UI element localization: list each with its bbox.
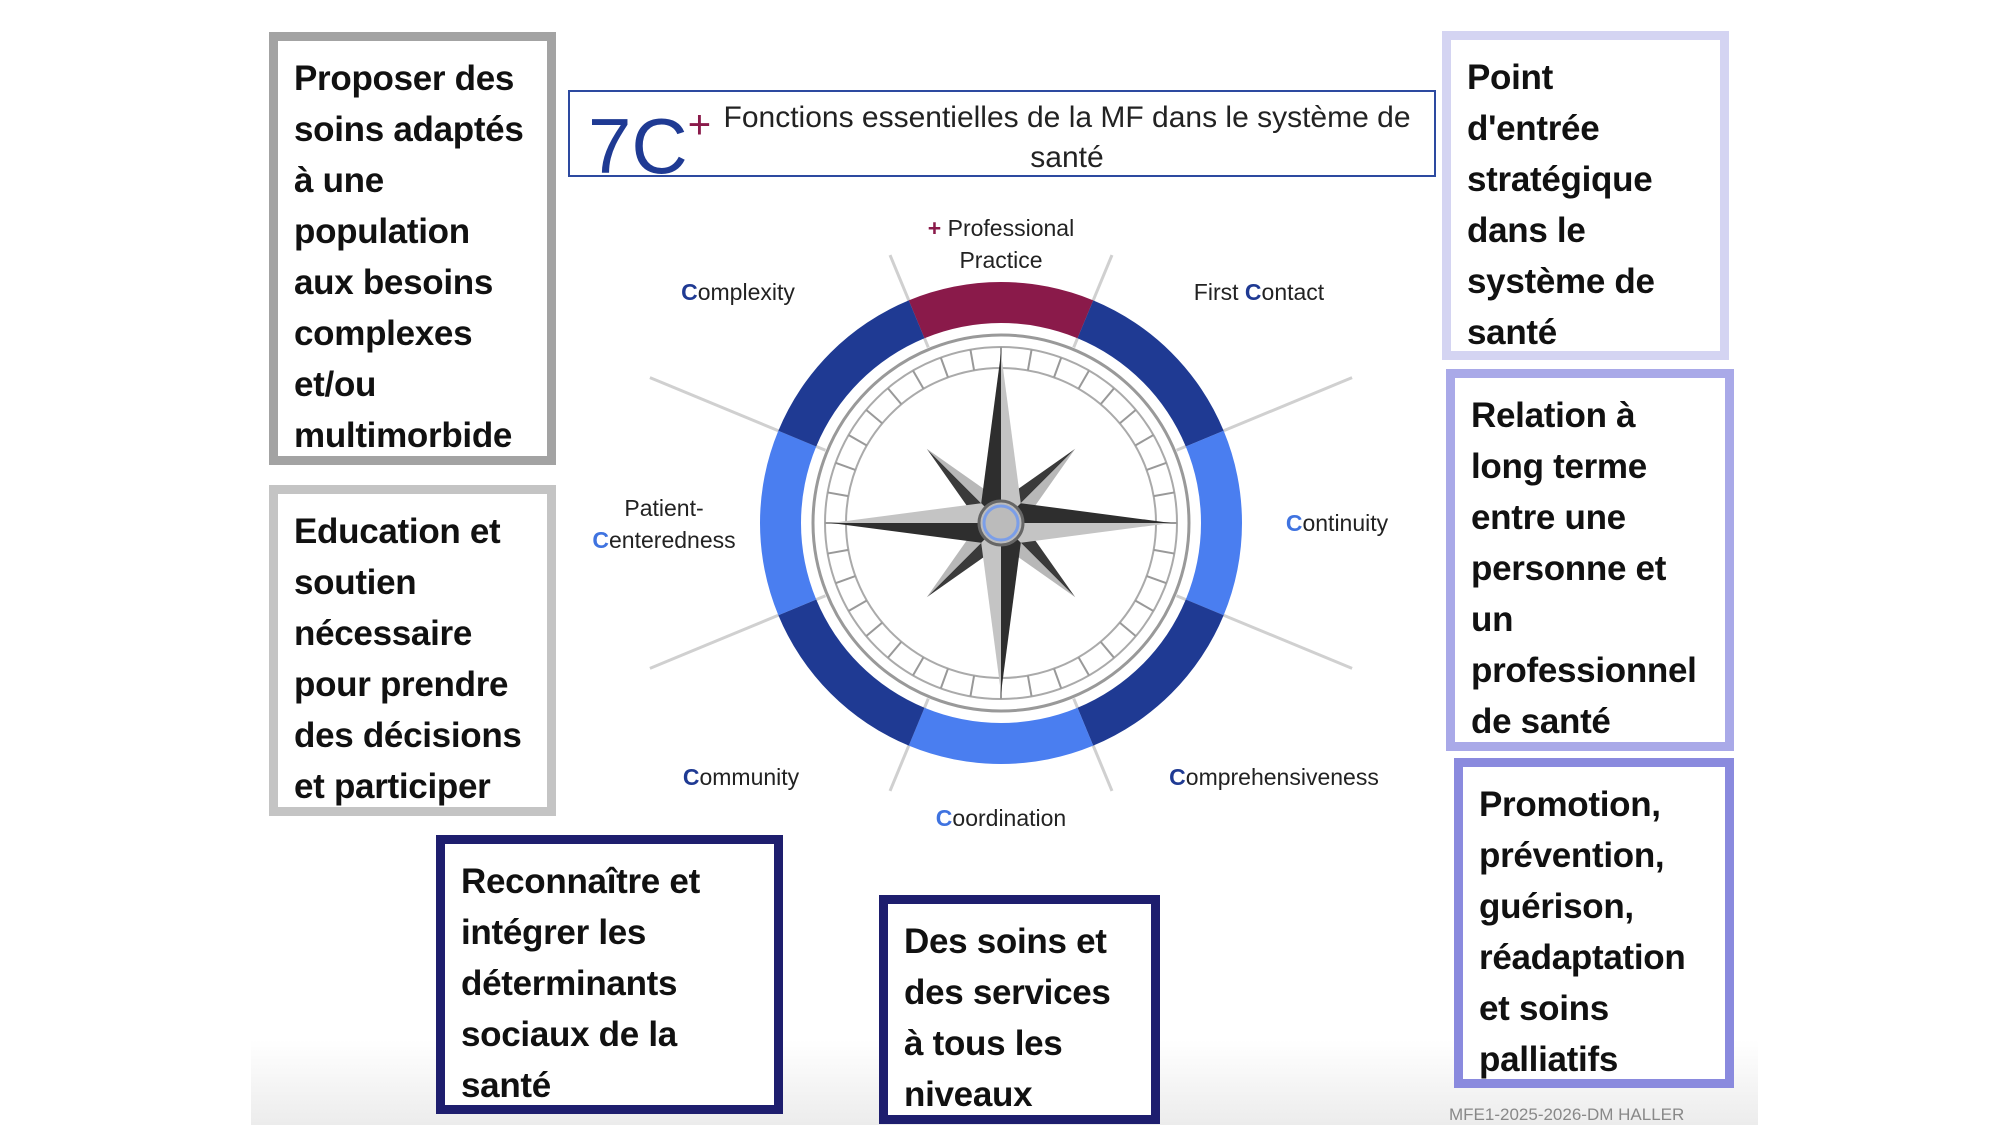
box-continuity <box>1446 369 1734 751</box>
label-complexity: Complexity <box>681 279 795 305</box>
box-line: aux besoins <box>294 263 493 302</box>
box-line: intégrer les <box>461 913 647 952</box>
box-line: multimorbide <box>294 416 513 455</box>
ring-segment-coordination <box>909 708 1093 764</box>
footer-credit: MFE1-2025-2026-DM HALLER <box>1449 1105 1685 1124</box>
label-professional-practice: + Professional Practice <box>927 215 1075 273</box>
box-comprehensiveness <box>1454 758 1734 1088</box>
title-banner <box>568 90 1436 190</box>
label-first-contact: First Contact <box>1193 279 1325 305</box>
box-line: à tous les <box>904 1024 1063 1063</box>
box-line: déterminants <box>461 964 678 1003</box>
box-line: de santé <box>1471 702 1611 741</box>
box-line: Des soins et <box>904 922 1107 961</box>
box-line: système de <box>1467 262 1655 301</box>
box-line: personne et <box>1471 549 1667 588</box>
title-text: Fonctions essentielles de la MF dans le système de santé <box>723 101 1411 174</box>
box-patient-centeredness <box>269 485 556 816</box>
box-line: santé <box>461 1066 551 1105</box>
box-line: un <box>1471 600 1514 639</box>
7c-logo: 7C+ <box>588 102 712 190</box>
box-first-contact <box>1442 31 1729 360</box>
box-line: sociaux de la <box>461 1015 677 1054</box>
box-line: et participer <box>294 767 491 806</box>
box-line: pour prendre <box>294 665 509 704</box>
ring-segment-patient-centeredness <box>760 431 816 615</box>
box-line: réadaptation <box>1479 938 1686 977</box>
label-continuity: Continuity <box>1285 510 1389 536</box>
box-line: nécessaire <box>294 614 472 653</box>
box-line: Promotion, <box>1479 785 1661 824</box>
box-line: prévention, <box>1479 836 1665 875</box>
box-line: population <box>294 212 470 251</box>
compass-hub <box>979 501 1023 545</box>
box-line: long terme <box>1471 447 1647 486</box>
box-line: Proposer des <box>294 59 515 98</box>
label-patient-centeredness: Patient- Centeredness <box>592 495 736 553</box>
box-line: et soins <box>1479 989 1609 1028</box>
box-line: stratégique <box>1467 160 1653 199</box>
box-line: complexes <box>294 314 473 353</box>
box-line: Relation à <box>1471 396 1636 435</box>
box-line: Education et <box>294 512 501 551</box>
box-line: professionnel <box>1471 651 1697 690</box>
box-line: soutien <box>294 563 417 602</box>
ring-segment-professional-practice <box>909 282 1093 338</box>
ring-segment-continuity <box>1186 431 1242 615</box>
box-line: niveaux <box>904 1075 1033 1114</box>
box-line: palliatifs <box>1479 1040 1618 1079</box>
box-line: à une <box>294 161 384 200</box>
box-line: guérison, <box>1479 887 1634 926</box>
box-line: d'entrée <box>1467 109 1600 148</box>
box-line: des décisions <box>294 716 522 755</box>
box-coordination <box>879 895 1160 1124</box>
label-community: Community <box>682 764 800 790</box>
box-line: santé <box>1467 313 1557 352</box>
box-line: Point <box>1467 58 1553 97</box>
box-community <box>436 835 783 1114</box>
label-comprehensiveness: Comprehensiveness <box>1169 764 1379 790</box>
box-line: des services <box>904 973 1111 1012</box>
box-line: dans le <box>1467 211 1586 250</box>
box-line: et/ou <box>294 365 377 404</box>
label-coordination: Coordination <box>935 805 1067 831</box>
box-line: entre une <box>1471 498 1626 537</box>
box-line: Reconnaître et <box>461 862 700 901</box>
box-line: soins adaptés <box>294 110 524 149</box>
box-complexity <box>269 32 556 465</box>
